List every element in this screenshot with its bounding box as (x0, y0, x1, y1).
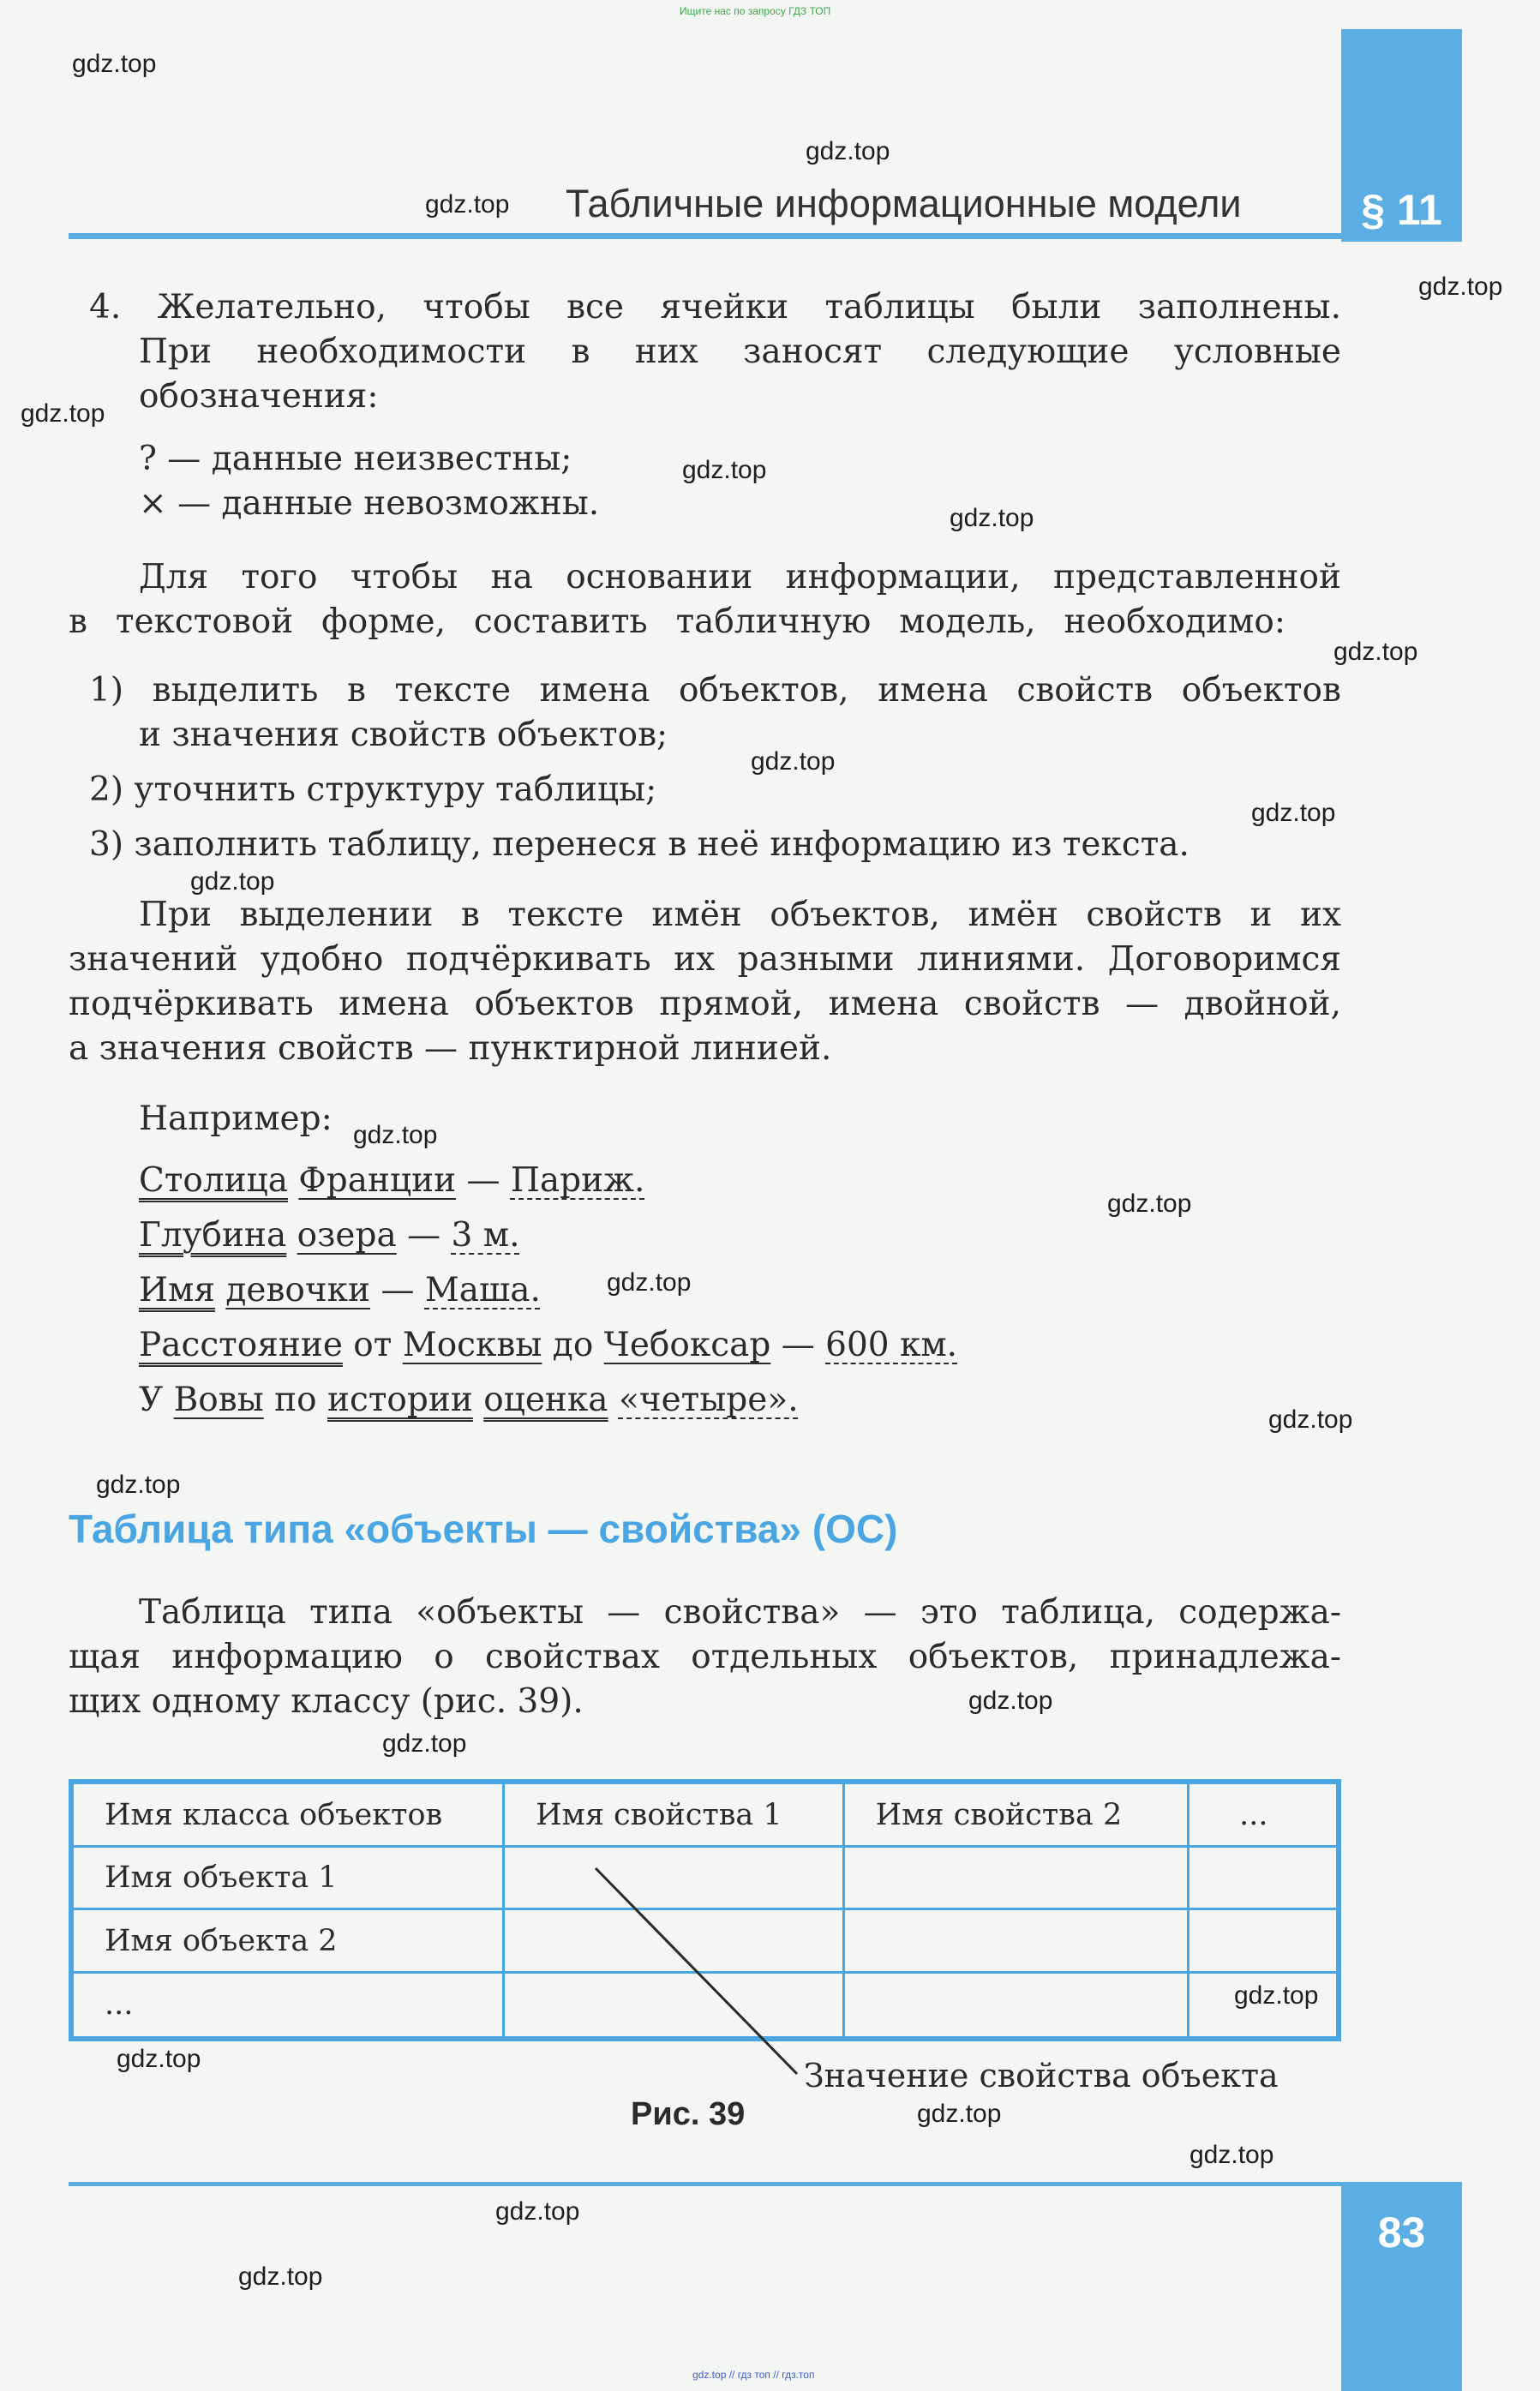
watermark: gdz.top (72, 50, 157, 78)
row-2-object: Имя объекта 2 (71, 1909, 504, 1972)
watermark: gdz.top (1268, 1405, 1353, 1434)
example-2-value: 3 м. (451, 1216, 520, 1255)
definition-line-3: щих одному классу (рис. 39). (69, 1682, 584, 1721)
watermark: gdz.top (1234, 1981, 1319, 2010)
example-2-dash: — (396, 1216, 452, 1255)
example-5-prefix: У (139, 1381, 174, 1419)
callout-label: Значение свойства объекта (804, 2057, 1279, 2094)
example-4-dash: — (770, 1326, 826, 1364)
item4-line-1: 4. Желательно, чтобы все ячейки таблицы были заполнены. (89, 288, 1341, 327)
watermark: gdz.top (238, 2262, 323, 2291)
section-heading: Таблица типа «объекты — свойства» (ОС) (69, 1507, 898, 1551)
watermark: gdz.top (806, 137, 890, 165)
watermark: gdz.top (682, 456, 767, 484)
watermark: gdz.top (1251, 799, 1336, 827)
header-class-name: Имя класса объектов (71, 1782, 504, 1847)
example-2-property: Глубина (139, 1216, 287, 1255)
example-label: Например: (139, 1100, 333, 1138)
example-4-object-1: Москвы (402, 1326, 542, 1364)
watermark: gdz.top (21, 399, 105, 428)
intro-line-1: Для того чтобы на основании информации, представленной (139, 558, 1341, 596)
row-3-object: ... (71, 1972, 504, 2039)
item4-line-3: обозначения: (139, 377, 379, 416)
example-1-property: Столица (139, 1161, 288, 1200)
step-1-line-1: 1) выделить в тексте имена объектов, имена свойств объектов (89, 671, 1341, 710)
symbol-unknown: ? — данные неизвестны; (139, 440, 572, 478)
underline-line-2: значений удобно подчёркивать их разными линиями. Договоримся (69, 940, 1341, 979)
intro-line-2: в текстовой форме, составить табличную модель, необходимо: (69, 602, 1285, 641)
example-2-object: озера (297, 1216, 397, 1255)
example-5-property-2: оценка (483, 1381, 608, 1419)
watermark: gdz.top (968, 1687, 1053, 1715)
underline-line-4: а значения свойств — пунктирной линией. (69, 1029, 832, 1068)
row-1-object: Имя объекта 1 (71, 1847, 504, 1909)
underline-line-3: подчёркивать имена объектов прямой, имена свойств — двойной, (69, 985, 1341, 1023)
watermark: gdz.top (1107, 1190, 1192, 1218)
top-notice: Ищите нас по запросу ГДЗ ТОП (680, 5, 831, 17)
footer-rule (69, 2182, 1341, 2186)
watermark: gdz.top (1418, 273, 1503, 301)
header-ellipsis: ... (1189, 1782, 1339, 1847)
watermark: gdz.top (96, 1471, 181, 1499)
example-5-property-1: истории (327, 1381, 473, 1419)
watermark: gdz.top (1333, 638, 1418, 666)
step-1-line-2: и значения свойств объектов; (139, 716, 668, 754)
example-5-by: по (263, 1381, 328, 1419)
definition-line-1: Таблица типа «объекты — свойства» — это таблица, содержа- (139, 1593, 1341, 1632)
definition-line-2: щая информацию о свойствах отдельных объектов, принадлежа- (69, 1638, 1341, 1676)
example-1-object: Франции (298, 1161, 457, 1200)
watermark: gdz.top (1189, 2141, 1274, 2169)
header-property-2: Имя свойства 2 (843, 1782, 1188, 1847)
example-3-dash: — (370, 1271, 425, 1309)
bottom-notice: gdz.top // гдз топ // гдз.топ (692, 2369, 815, 2381)
watermark: gdz.top (495, 2197, 580, 2226)
example-1-value: Париж. (510, 1161, 645, 1200)
watermark: gdz.top (950, 504, 1034, 532)
header-property-1: Имя свойства 1 (504, 1782, 844, 1847)
watermark: gdz.top (751, 747, 836, 776)
symbol-impossible: × — данные невозможны. (139, 484, 600, 523)
example-5-value: «четыре». (618, 1381, 799, 1419)
step-2: 2) уточнить структуру таблицы; (89, 770, 657, 809)
watermark: gdz.top (353, 1121, 438, 1149)
page-number: 83 (1377, 2208, 1426, 2256)
section-number: § 11 (1361, 186, 1442, 234)
item4-line-2: При необходимости в них заносят следующие условные (139, 333, 1341, 371)
step-3: 3) заполнить таблицу, перенеся в неё информацию из текста. (89, 825, 1189, 864)
watermark: gdz.top (190, 867, 275, 896)
example-4-object-2: Чебоксар (603, 1326, 771, 1364)
example-4-from: от (342, 1326, 403, 1364)
watermark: gdz.top (117, 2045, 201, 2073)
watermark: gdz.top (382, 1729, 467, 1758)
example-3-object: девочки (225, 1271, 371, 1309)
example-5-object: Вовы (173, 1381, 264, 1419)
watermark: gdz.top (425, 190, 510, 219)
watermark: gdz.top (607, 1268, 692, 1297)
example-4-value: 600 км. (825, 1326, 958, 1364)
example-4-to: до (542, 1326, 604, 1364)
example-1-dash: — (456, 1161, 511, 1200)
figure-caption: Рис. 39 (631, 2096, 746, 2132)
example-3-property: Имя (139, 1271, 215, 1309)
example-3-value: Маша. (424, 1271, 541, 1309)
underline-line-1: При выделении в тексте имён объектов, имён свойств и их (139, 896, 1341, 934)
example-4-property: Расстояние (139, 1326, 343, 1364)
watermark: gdz.top (917, 2100, 1002, 2128)
running-header: Табличные информационные модели (566, 182, 1242, 225)
